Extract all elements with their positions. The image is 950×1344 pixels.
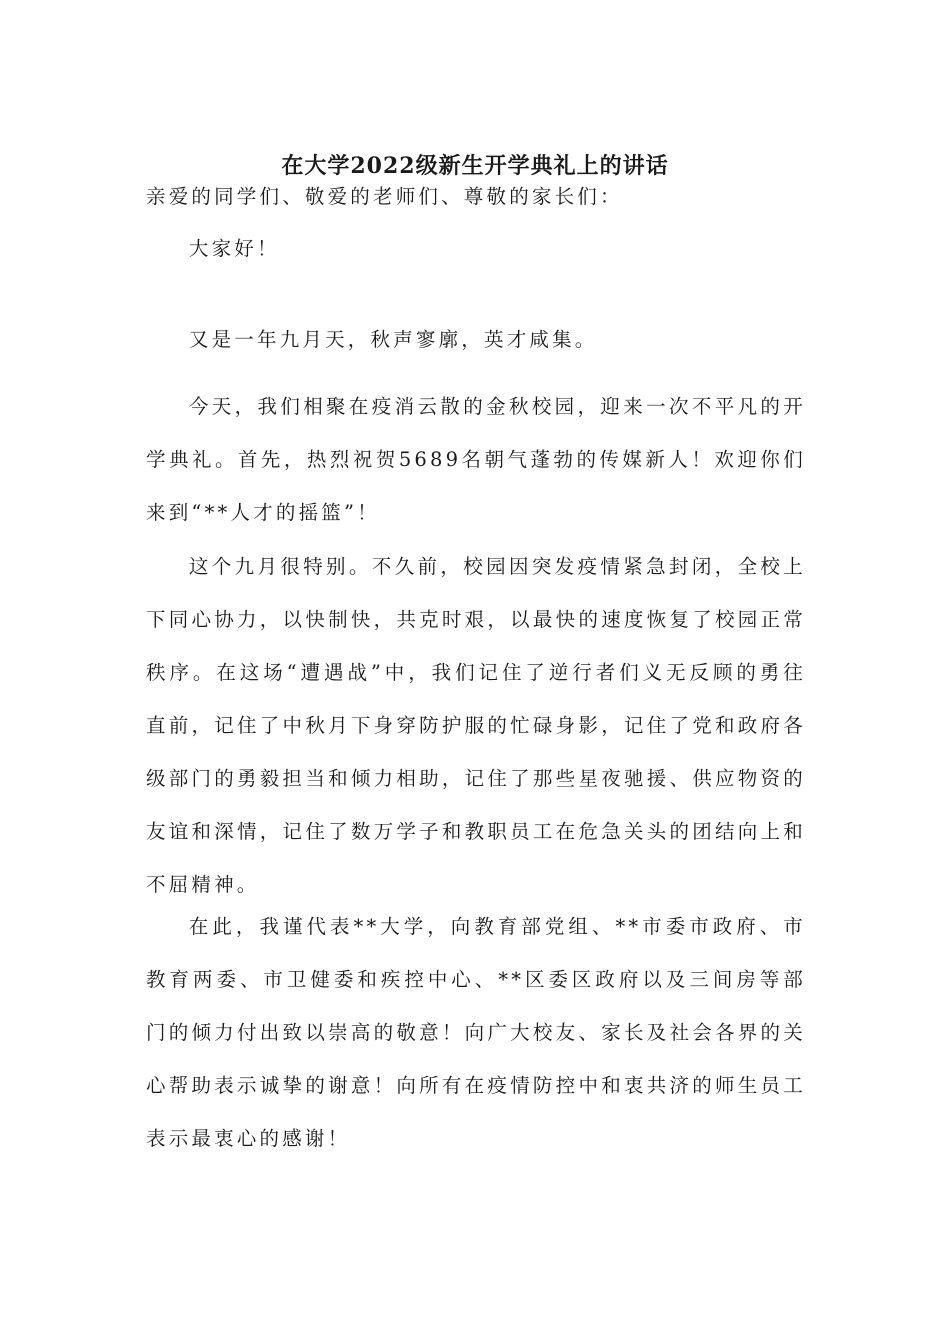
paragraph-september: 这个九月很特别。不久前，校园因突发疫情紧急封闭，全校上下同心协力，以快制快，共克时艰，以最快的速度恢复了校园正常秩序。在这场“遭遇战”中，我们记住了逆行者们义无反顾的勇往直前，记住了中秋月下身穿防护服的忙碌身影，记住了党和政府各级部门的勇毅担当和倾力相助，记住了那些星夜驰援、供应物资的友谊和深情，记住了数万学子和教职员工在危急关头的团结向上和不屈精神。 — [146, 555, 806, 896]
document-title: 在大学2022级新生开学典礼上的讲话 — [281, 152, 669, 179]
paragraph-gratitude: 在此，我谨代表**大学，向教育部党组、**市委市政府、市教育两委、市卫健委和疾控中心、**区委区政府以及三间房等部门的倾力付出致以崇高的敬意！向广大校友、家长及社会各界的关心帮助表示诚挚的谢意！向所有在疫情防控中和衷共济的师生员工表示最衷心的感谢！ — [146, 915, 806, 1150]
salutation: 亲爱的同学们、敬爱的老师们、尊敬的家长们： — [146, 185, 623, 208]
paragraph-season: 又是一年九月天，秋声寥廓，英才咸集。 — [188, 328, 598, 351]
paragraph-greeting: 大家好！ — [188, 237, 280, 260]
paragraph-welcome: 今天，我们相聚在疫消云散的金秋校园，迎来一次不平凡的开学典礼。首先，热烈祝贺5689名朝气蓬勃的传媒新人！欢迎你们来到“**人才的摇篮”！ — [146, 395, 806, 524]
